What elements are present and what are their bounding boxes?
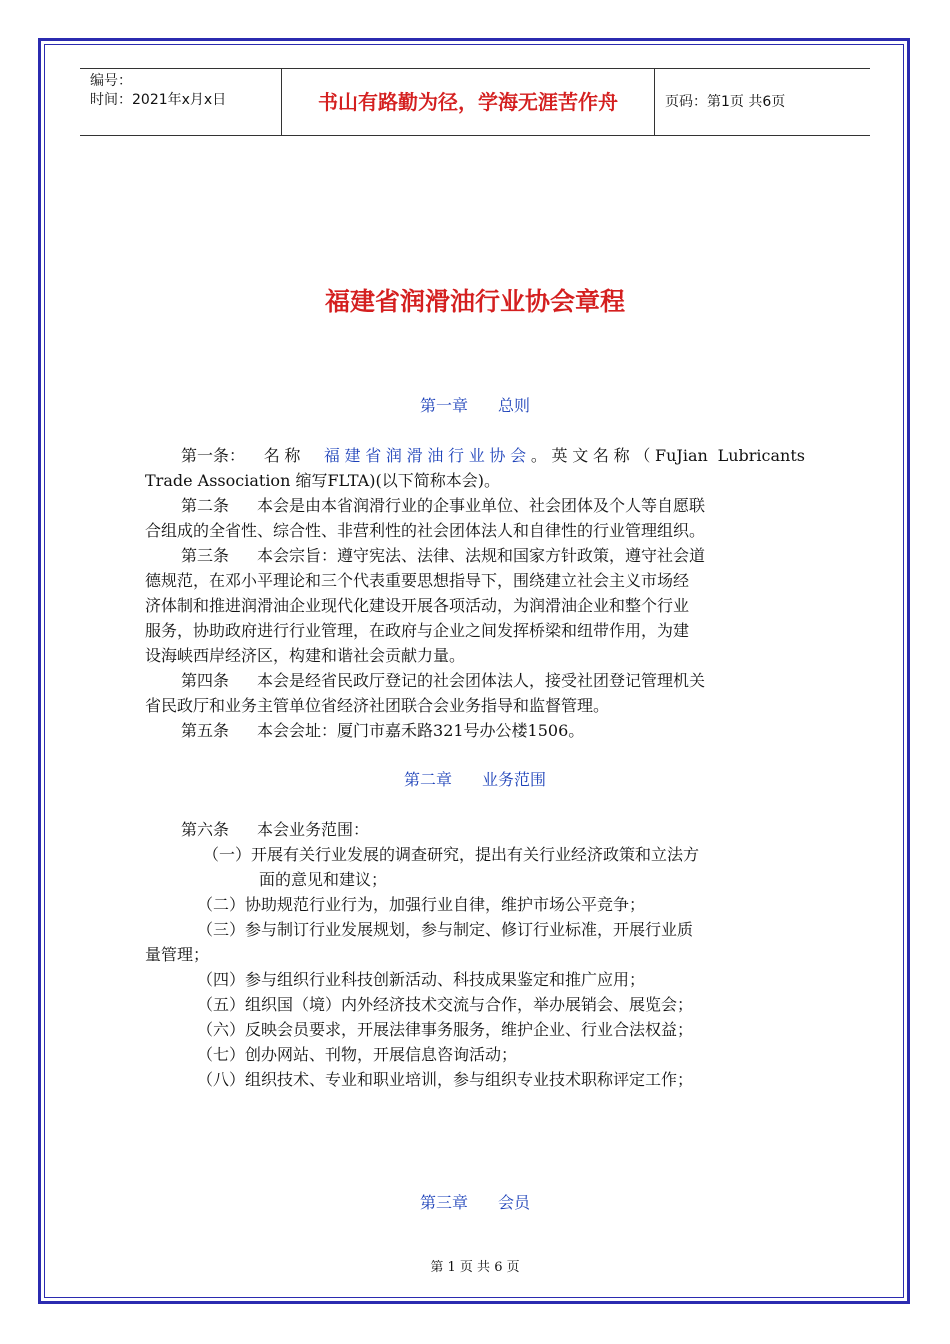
article-3-line-1: 第三条 本会宗旨：遵守宪法、法律、法规和国家方针政策，遵守社会道 [145, 543, 805, 566]
article-2-line-1: 第二条 本会是由本省润滑行业的企事业单位、社会团体及个人等自愿联 [145, 493, 805, 516]
chapter-name: 业务范围 [482, 770, 547, 789]
document-header [80, 68, 870, 136]
article-1-line-1: 第一条： 名称 福建省润滑油行业协会。英文名称（FuJian Lubricants [145, 443, 805, 466]
article-2-line-2: 合组成的全省性、综合性、非营利性的社会团体法人和自律性的行业管理组织。 [145, 521, 706, 540]
header-motto: 书山有路勤为径，学海无涯苦作舟 [281, 69, 655, 135]
article-label: 第一条： [181, 446, 246, 465]
article-3-line-2: 德规范，在邓小平理论和三个代表重要思想指导下，围绕建立社会主义市场经 [145, 571, 690, 590]
chapter-heading-1 [0, 393, 950, 416]
scope-item: （二）协助规范行业行为，加强行业自律，维护市场公平竞争； [197, 895, 646, 914]
chapter-name: 总则 [498, 396, 531, 415]
article-3-line-5: 设海峡西岸经济区，构建和谐社会贡献力量。 [145, 646, 466, 665]
scope-item-continued: 量管理； [145, 945, 210, 964]
scope-item: （七）创办网站、刊物，开展信息咨询活动； [197, 1045, 518, 1064]
association-name: 福建省润滑油行业协会 [319, 446, 531, 465]
header-page-label: 页码：第1页 共6页 [665, 94, 786, 110]
article-5-line-1: 第五条 本会会址：厦门市嘉禾路321号办公楼1506。 [145, 718, 805, 741]
scope-item: （八）组织技术、专业和职业培训，参与组织专业技术职称评定工作； [197, 1070, 694, 1089]
chapter-heading-3 [0, 1190, 950, 1213]
article-6-line-1: 第六条 本会业务范围： [145, 817, 805, 840]
scope-item: （三）参与制订行业发展规划，参与制定、修订行业标准，开展行业质 [197, 920, 694, 939]
article-label: 第五条 [181, 721, 230, 740]
article-label: 第三条 [181, 546, 230, 565]
header-meta [80, 69, 281, 135]
article-label: 第四条 [181, 671, 230, 690]
article-label: 第六条 [181, 820, 230, 839]
scope-item-continued: 面的意见和建议； [259, 870, 388, 889]
article-4-line-1: 第四条 本会是经省民政厅登记的社会团体法人，接受社团登记管理机关 [145, 668, 805, 691]
article-3-line-4: 服务，协助政府进行行业管理，在政府与企业之间发挥桥梁和纽带作用，为建 [145, 621, 690, 640]
scope-item: （一）开展有关行业发展的调查研究，提出有关行业经济政策和立法方 [203, 845, 700, 864]
date-label: 时间：2021年x月x日 [90, 92, 227, 108]
page-footer: 第 1 页 共 6 页 [430, 1260, 520, 1275]
article-4-line-2: 省民政厅和业务主管单位省经济社团联合会业务指导和监督管理。 [145, 696, 610, 715]
article-1-line-2: Trade Association 缩写FLTA)(以下简称本会)。 [145, 471, 500, 490]
document-title: 福建省润滑油行业协会章程 [324, 287, 625, 316]
chapter-name: 会员 [498, 1193, 531, 1212]
number-label: 编号： [90, 73, 132, 89]
scope-item: （四）参与组织行业科技创新活动、科技成果鉴定和推广应用； [197, 970, 646, 989]
chapter-number: 第一章 [419, 396, 468, 415]
chapter-number: 第三章 [419, 1193, 468, 1212]
chapter-number: 第二章 [403, 770, 452, 789]
scope-item: （五）组织国（境）内外经济技术交流与合作，举办展销会、展览会； [197, 995, 694, 1014]
article-label: 第二条 [181, 496, 230, 515]
article-3-line-3: 济体制和推进润滑油企业现代化建设开展各项活动，为润滑油企业和整个行业 [145, 596, 690, 615]
scope-item: （六）反映会员要求，开展法律事务服务，维护企业、行业合法权益； [197, 1020, 694, 1039]
chapter-heading-2 [0, 767, 950, 790]
